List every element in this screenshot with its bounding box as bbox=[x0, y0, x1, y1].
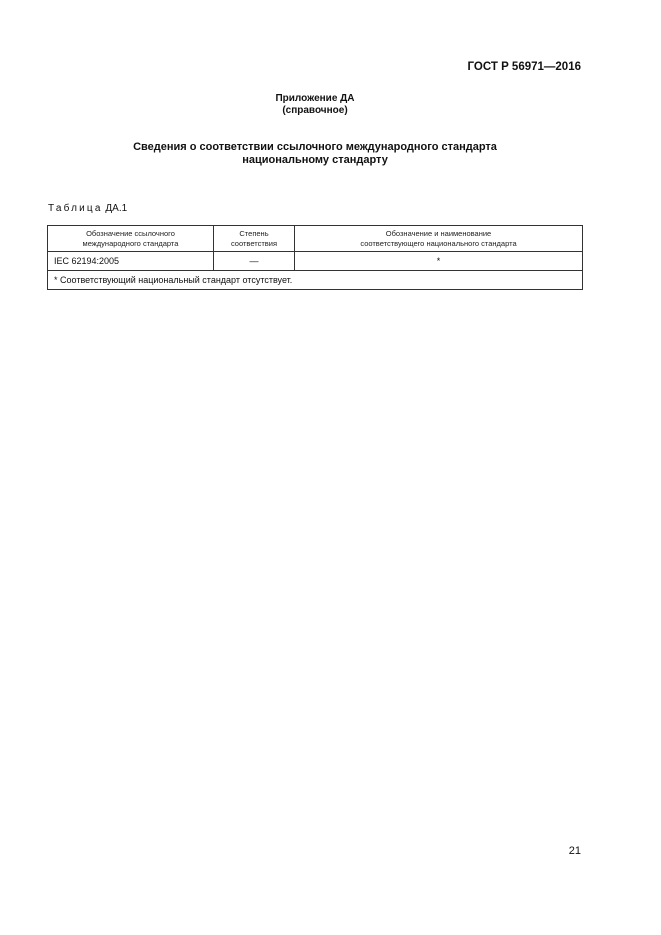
table-row bbox=[48, 252, 583, 271]
table-footnote-row bbox=[48, 271, 583, 290]
column-header-international: Обозначение ссылочного международного стандарта bbox=[48, 226, 214, 252]
page-number: 21 bbox=[568, 845, 581, 857]
table-footnote: * Соответствующий национальный стандарт отсутствует. bbox=[48, 271, 583, 290]
cell-degree: — bbox=[214, 252, 295, 271]
table-caption bbox=[48, 203, 127, 214]
table-caption-number: ДА.1 bbox=[105, 203, 128, 214]
annex-kind: (справочное) bbox=[282, 105, 348, 116]
annex-title bbox=[0, 141, 630, 167]
column-header-degree: Степень соответствия bbox=[214, 226, 295, 252]
cell-national-standard: * bbox=[295, 252, 583, 271]
column-header-national: Обозначение и наименование соответствующего национального стандарта bbox=[295, 226, 583, 252]
correspondence-table bbox=[47, 225, 583, 290]
table-header-row bbox=[48, 226, 583, 252]
annex-label: Приложение ДА bbox=[275, 93, 355, 104]
table-caption-word: Таблица bbox=[48, 203, 103, 214]
annex-heading bbox=[0, 93, 630, 117]
document-code: ГОСТ Р 56971—2016 bbox=[467, 61, 581, 73]
annex-title-line-1: Сведения о соответствии ссылочного международного стандарта bbox=[133, 141, 497, 153]
annex-title-line-2: национальному стандарту bbox=[242, 154, 388, 166]
cell-international-standard: IEC 62194:2005 bbox=[48, 252, 214, 271]
